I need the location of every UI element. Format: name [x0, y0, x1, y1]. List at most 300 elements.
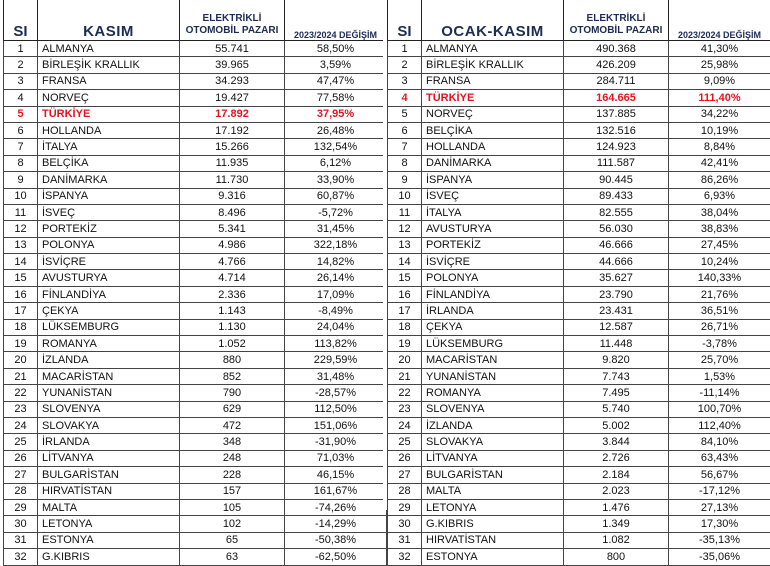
- change-cell: 38,04%: [669, 204, 770, 220]
- rank-cell: 4: [4, 90, 38, 106]
- change-cell: 112,40%: [669, 417, 770, 433]
- change-cell: -8,49%: [285, 303, 387, 319]
- change-cell: 161,67%: [285, 483, 387, 499]
- country-cell: İSPANYA: [422, 172, 564, 188]
- market-cell: 164.665: [564, 90, 669, 106]
- table-row: [4, 90, 387, 106]
- rank-cell: 12: [4, 221, 38, 237]
- country-cell: İZLANDA: [422, 417, 564, 433]
- market-cell: 348: [180, 434, 285, 450]
- table-row: [388, 499, 770, 515]
- market-cell: 629: [180, 401, 285, 417]
- change-cell: -62,50%: [285, 549, 387, 565]
- country-cell: HIRVATİSTAN: [422, 532, 564, 548]
- market-cell: 4.986: [180, 237, 285, 253]
- country-cell: İTALYA: [422, 204, 564, 220]
- market-cell: 852: [180, 368, 285, 384]
- rank-cell: 1: [4, 41, 38, 57]
- table-row: [388, 188, 770, 204]
- table-row: [388, 106, 770, 122]
- country-cell: MALTA: [38, 499, 180, 515]
- table-row: [4, 57, 387, 73]
- market-cell: 132.516: [564, 122, 669, 138]
- market-header: ELEKTRİKLİ OTOMOBİL PAZARI: [180, 0, 285, 41]
- country-cell: FİNLANDİYA: [422, 286, 564, 302]
- country-cell: ESTONYA: [422, 549, 564, 565]
- table-row: [4, 204, 387, 220]
- country-cell: ÇEKYA: [38, 303, 180, 319]
- market-cell: 5.341: [180, 221, 285, 237]
- country-cell: POLONYA: [38, 237, 180, 253]
- market-cell: 472: [180, 417, 285, 433]
- market-cell: 7.495: [564, 385, 669, 401]
- rank-cell: 7: [388, 139, 422, 155]
- market-cell: 1.082: [564, 532, 669, 548]
- country-cell: TÜRKİYE: [422, 90, 564, 106]
- country-cell: LETONYA: [38, 516, 180, 532]
- country-cell: SLOVAKYA: [422, 434, 564, 450]
- market-cell: 111.587: [564, 155, 669, 171]
- market-cell: 2.184: [564, 467, 669, 483]
- table-row: [4, 106, 387, 122]
- table-row: [388, 336, 770, 352]
- change-cell: 1,53%: [669, 368, 770, 384]
- table-row: [388, 401, 770, 417]
- change-cell: -35,13%: [669, 532, 770, 548]
- country-cell: HIRVATİSTAN: [38, 483, 180, 499]
- rank-cell: 6: [388, 122, 422, 138]
- table-row: [388, 122, 770, 138]
- rank-cell: 22: [388, 385, 422, 401]
- market-cell: 55.741: [180, 41, 285, 57]
- rank-cell: 23: [4, 401, 38, 417]
- rank-cell: 27: [388, 467, 422, 483]
- market-cell: 4.714: [180, 270, 285, 286]
- market-cell: 46.666: [564, 237, 669, 253]
- country-cell: SLOVENYA: [422, 401, 564, 417]
- table-row: [4, 483, 387, 499]
- market-cell: 11.935: [180, 155, 285, 171]
- table-row: [388, 303, 770, 319]
- table-row: [388, 549, 770, 565]
- ytd-table: [387, 0, 770, 566]
- market-cell: 1.349: [564, 516, 669, 532]
- table-row: [388, 172, 770, 188]
- table-row: [388, 41, 770, 57]
- market-cell: 102: [180, 516, 285, 532]
- country-cell: İSVİÇRE: [422, 254, 564, 270]
- change-cell: -31,90%: [285, 434, 387, 450]
- table-row: [388, 385, 770, 401]
- country-cell: DANİMARKA: [38, 172, 180, 188]
- market-cell: 63: [180, 549, 285, 565]
- country-cell: ALMANYA: [38, 41, 180, 57]
- change-cell: 25,98%: [669, 57, 770, 73]
- country-cell: İSVEÇ: [422, 188, 564, 204]
- rank-cell: 25: [388, 434, 422, 450]
- period-header: OCAK-KASIM: [422, 0, 564, 41]
- country-cell: İSPANYA: [38, 188, 180, 204]
- market-cell: 15.266: [180, 139, 285, 155]
- table-row: [4, 352, 387, 368]
- table-row: [4, 221, 387, 237]
- change-cell: 229,59%: [285, 352, 387, 368]
- change-cell: -28,57%: [285, 385, 387, 401]
- country-cell: MACARİSTAN: [38, 368, 180, 384]
- table-row: [4, 368, 387, 384]
- country-cell: MALTA: [422, 483, 564, 499]
- change-cell: 111,40%: [669, 90, 770, 106]
- market-cell: 228: [180, 467, 285, 483]
- country-cell: FRANSA: [38, 73, 180, 89]
- rank-cell: 17: [388, 303, 422, 319]
- rank-cell: 29: [4, 499, 38, 515]
- change-cell: 26,71%: [669, 319, 770, 335]
- rank-cell: 21: [4, 368, 38, 384]
- table-row: [4, 188, 387, 204]
- rank-cell: 13: [388, 237, 422, 253]
- rank-cell: 28: [388, 483, 422, 499]
- market-cell: 23.431: [564, 303, 669, 319]
- country-cell: LİTVANYA: [38, 450, 180, 466]
- change-cell: 151,06%: [285, 417, 387, 433]
- change-cell: 37,95%: [285, 106, 387, 122]
- table-row: [4, 73, 387, 89]
- table-row: [4, 303, 387, 319]
- market-cell: 426.209: [564, 57, 669, 73]
- rank-cell: 5: [4, 106, 38, 122]
- market-cell: 34.293: [180, 73, 285, 89]
- market-cell: 17.192: [180, 122, 285, 138]
- table-row: [388, 57, 770, 73]
- rank-cell: 14: [4, 254, 38, 270]
- table-row: [388, 237, 770, 253]
- change-cell: 10,19%: [669, 122, 770, 138]
- table-row: [4, 41, 387, 57]
- country-cell: FİNLANDİYA: [38, 286, 180, 302]
- market-cell: 800: [564, 549, 669, 565]
- country-cell: AVUSTURYA: [38, 270, 180, 286]
- november-table-panel: [3, 0, 386, 566]
- market-cell: 11.448: [564, 336, 669, 352]
- country-cell: PORTEKİZ: [422, 237, 564, 253]
- rank-cell: 1: [388, 41, 422, 57]
- table-row: [388, 204, 770, 220]
- change-cell: 6,93%: [669, 188, 770, 204]
- table-row: [4, 254, 387, 270]
- market-cell: 880: [180, 352, 285, 368]
- market-cell: 17.892: [180, 106, 285, 122]
- change-cell: 77,58%: [285, 90, 387, 106]
- rank-cell: 11: [4, 204, 38, 220]
- rank-cell: 9: [4, 172, 38, 188]
- market-cell: 8.496: [180, 204, 285, 220]
- country-cell: HOLLANDA: [38, 122, 180, 138]
- rank-cell: 4: [388, 90, 422, 106]
- country-cell: ROMANYA: [422, 385, 564, 401]
- country-cell: NORVEÇ: [38, 90, 180, 106]
- country-cell: LETONYA: [422, 499, 564, 515]
- rank-cell: 13: [4, 237, 38, 253]
- table-row: [388, 417, 770, 433]
- country-cell: ÇEKYA: [422, 319, 564, 335]
- market-cell: 105: [180, 499, 285, 515]
- change-header: 2023/2024 DEĞİŞİM: [285, 0, 387, 41]
- change-cell: -11,14%: [669, 385, 770, 401]
- market-header: ELEKTRİKLİ OTOMOBİL PAZARI: [564, 0, 669, 41]
- market-cell: 1.130: [180, 319, 285, 335]
- change-cell: 27,45%: [669, 237, 770, 253]
- change-cell: 42,41%: [669, 155, 770, 171]
- market-cell: 7.743: [564, 368, 669, 384]
- table-header-row: [388, 0, 770, 41]
- change-cell: 25,70%: [669, 352, 770, 368]
- change-cell: 47,47%: [285, 73, 387, 89]
- rank-cell: 14: [388, 254, 422, 270]
- change-cell: 38,83%: [669, 221, 770, 237]
- table-row: [388, 319, 770, 335]
- country-cell: SLOVAKYA: [38, 417, 180, 433]
- change-cell: 9,09%: [669, 73, 770, 89]
- country-cell: ALMANYA: [422, 41, 564, 57]
- country-cell: AVUSTURYA: [422, 221, 564, 237]
- change-cell: -35,06%: [669, 549, 770, 565]
- table-row: [388, 73, 770, 89]
- table-row: [388, 270, 770, 286]
- rank-cell: 18: [388, 319, 422, 335]
- table-row: [4, 172, 387, 188]
- change-cell: 3,59%: [285, 57, 387, 73]
- country-cell: BİRLEŞİK KRALLIK: [422, 57, 564, 73]
- market-cell: 9.316: [180, 188, 285, 204]
- table-row: [388, 532, 770, 548]
- change-cell: 31,45%: [285, 221, 387, 237]
- country-cell: ESTONYA: [38, 532, 180, 548]
- country-cell: YUNANİSTAN: [38, 385, 180, 401]
- change-cell: 86,26%: [669, 172, 770, 188]
- country-cell: G.KIBRIS: [38, 549, 180, 565]
- table-row: [4, 155, 387, 171]
- rank-cell: 15: [4, 270, 38, 286]
- table-row: [388, 90, 770, 106]
- change-cell: 26,14%: [285, 270, 387, 286]
- market-cell: 490.368: [564, 41, 669, 57]
- table-header-row: [4, 0, 387, 41]
- rank-cell: 20: [4, 352, 38, 368]
- country-cell: TÜRKİYE: [38, 106, 180, 122]
- market-cell: 248: [180, 450, 285, 466]
- market-cell: 5.740: [564, 401, 669, 417]
- rank-cell: 12: [388, 221, 422, 237]
- country-cell: HOLLANDA: [422, 139, 564, 155]
- rank-cell: 5: [388, 106, 422, 122]
- market-cell: 1.143: [180, 303, 285, 319]
- change-cell: 322,18%: [285, 237, 387, 253]
- change-cell: -74,26%: [285, 499, 387, 515]
- market-cell: 2.336: [180, 286, 285, 302]
- rank-cell: 25: [4, 434, 38, 450]
- rank-cell: 31: [4, 532, 38, 548]
- rank-header: SI: [388, 0, 422, 41]
- rank-cell: 23: [388, 401, 422, 417]
- change-cell: 10,24%: [669, 254, 770, 270]
- market-cell: 284.711: [564, 73, 669, 89]
- market-cell: 11.730: [180, 172, 285, 188]
- rank-cell: 10: [4, 188, 38, 204]
- rank-cell: 8: [4, 155, 38, 171]
- rank-cell: 16: [4, 286, 38, 302]
- change-cell: 26,48%: [285, 122, 387, 138]
- change-cell: 84,10%: [669, 434, 770, 450]
- change-cell: 132,54%: [285, 139, 387, 155]
- table-row: [4, 549, 387, 565]
- table-row: [388, 368, 770, 384]
- rank-cell: 26: [388, 450, 422, 466]
- market-cell: 124.923: [564, 139, 669, 155]
- rank-cell: 22: [4, 385, 38, 401]
- table-row: [4, 122, 387, 138]
- market-cell: 89.433: [564, 188, 669, 204]
- market-cell: 790: [180, 385, 285, 401]
- change-cell: -17,12%: [669, 483, 770, 499]
- table-row: [388, 155, 770, 171]
- market-cell: 56.030: [564, 221, 669, 237]
- country-cell: LİTVANYA: [422, 450, 564, 466]
- rank-cell: 2: [4, 57, 38, 73]
- rank-cell: 6: [4, 122, 38, 138]
- market-cell: 23.790: [564, 286, 669, 302]
- market-cell: 157: [180, 483, 285, 499]
- rank-cell: 24: [4, 417, 38, 433]
- change-header: 2023/2024 DEĞİŞİM: [669, 0, 770, 41]
- change-cell: 112,50%: [285, 401, 387, 417]
- change-cell: 56,67%: [669, 467, 770, 483]
- country-cell: NORVEÇ: [422, 106, 564, 122]
- table-row: [388, 434, 770, 450]
- rank-cell: 21: [388, 368, 422, 384]
- country-cell: SLOVENYA: [38, 401, 180, 417]
- november-table: [3, 0, 387, 566]
- country-cell: LÜKSEMBURG: [422, 336, 564, 352]
- market-cell: 82.555: [564, 204, 669, 220]
- country-cell: BULGARİSTAN: [38, 467, 180, 483]
- country-cell: İZLANDA: [38, 352, 180, 368]
- market-cell: 9.820: [564, 352, 669, 368]
- rank-cell: 32: [388, 549, 422, 565]
- table-body: [388, 41, 770, 566]
- country-cell: MACARİSTAN: [422, 352, 564, 368]
- change-cell: 17,30%: [669, 516, 770, 532]
- rank-cell: 28: [4, 483, 38, 499]
- table-row: [4, 270, 387, 286]
- country-cell: PORTEKİZ: [38, 221, 180, 237]
- market-cell: 3.844: [564, 434, 669, 450]
- table-row: [388, 467, 770, 483]
- market-cell: 2.726: [564, 450, 669, 466]
- country-cell: BİRLEŞİK KRALLIK: [38, 57, 180, 73]
- change-cell: 8,84%: [669, 139, 770, 155]
- table-row: [388, 286, 770, 302]
- change-cell: 6,12%: [285, 155, 387, 171]
- table-row: [4, 401, 387, 417]
- table-row: [4, 336, 387, 352]
- rank-cell: 11: [388, 204, 422, 220]
- table-row: [4, 139, 387, 155]
- change-cell: 24,04%: [285, 319, 387, 335]
- market-cell: 19.427: [180, 90, 285, 106]
- change-cell: 27,13%: [669, 499, 770, 515]
- change-cell: 31,48%: [285, 368, 387, 384]
- change-cell: 60,87%: [285, 188, 387, 204]
- change-cell: 71,03%: [285, 450, 387, 466]
- rank-cell: 30: [388, 516, 422, 532]
- table-row: [388, 516, 770, 532]
- table-row: [4, 516, 387, 532]
- rank-cell: 3: [4, 73, 38, 89]
- ytd-table-panel: [387, 0, 770, 566]
- change-cell: -3,78%: [669, 336, 770, 352]
- market-cell: 12.587: [564, 319, 669, 335]
- rank-cell: 8: [388, 155, 422, 171]
- country-cell: G.KIBRIS: [422, 516, 564, 532]
- rank-cell: 32: [4, 549, 38, 565]
- market-cell: 2.023: [564, 483, 669, 499]
- market-cell: 44.666: [564, 254, 669, 270]
- rank-cell: 9: [388, 172, 422, 188]
- table-row: [388, 139, 770, 155]
- market-cell: 137.885: [564, 106, 669, 122]
- rank-cell: 30: [4, 516, 38, 532]
- table-row: [4, 450, 387, 466]
- table-row: [388, 483, 770, 499]
- change-cell: 113,82%: [285, 336, 387, 352]
- rank-header: SI: [4, 0, 38, 41]
- rank-cell: 24: [388, 417, 422, 433]
- country-cell: DANİMARKA: [422, 155, 564, 171]
- table-row: [4, 499, 387, 515]
- change-cell: 63,43%: [669, 450, 770, 466]
- rank-cell: 3: [388, 73, 422, 89]
- market-cell: 39.965: [180, 57, 285, 73]
- rank-cell: 19: [4, 336, 38, 352]
- table-row: [4, 385, 387, 401]
- rank-cell: 15: [388, 270, 422, 286]
- rank-cell: 16: [388, 286, 422, 302]
- country-cell: İRLANDA: [38, 434, 180, 450]
- table-row: [4, 434, 387, 450]
- market-cell: 4.766: [180, 254, 285, 270]
- change-cell: 41,30%: [669, 41, 770, 57]
- market-cell: 65: [180, 532, 285, 548]
- rank-cell: 18: [4, 319, 38, 335]
- rank-cell: 10: [388, 188, 422, 204]
- rank-cell: 26: [4, 450, 38, 466]
- rank-cell: 2: [388, 57, 422, 73]
- table-row: [388, 221, 770, 237]
- table-body: [4, 41, 387, 566]
- market-cell: 35.627: [564, 270, 669, 286]
- change-cell: -50,38%: [285, 532, 387, 548]
- rank-cell: 19: [388, 336, 422, 352]
- rank-cell: 7: [4, 139, 38, 155]
- country-cell: İRLANDA: [422, 303, 564, 319]
- market-cell: 1.476: [564, 499, 669, 515]
- change-cell: 14,82%: [285, 254, 387, 270]
- change-cell: 100,70%: [669, 401, 770, 417]
- country-cell: BULGARİSTAN: [422, 467, 564, 483]
- table-row: [4, 286, 387, 302]
- table-row: [4, 417, 387, 433]
